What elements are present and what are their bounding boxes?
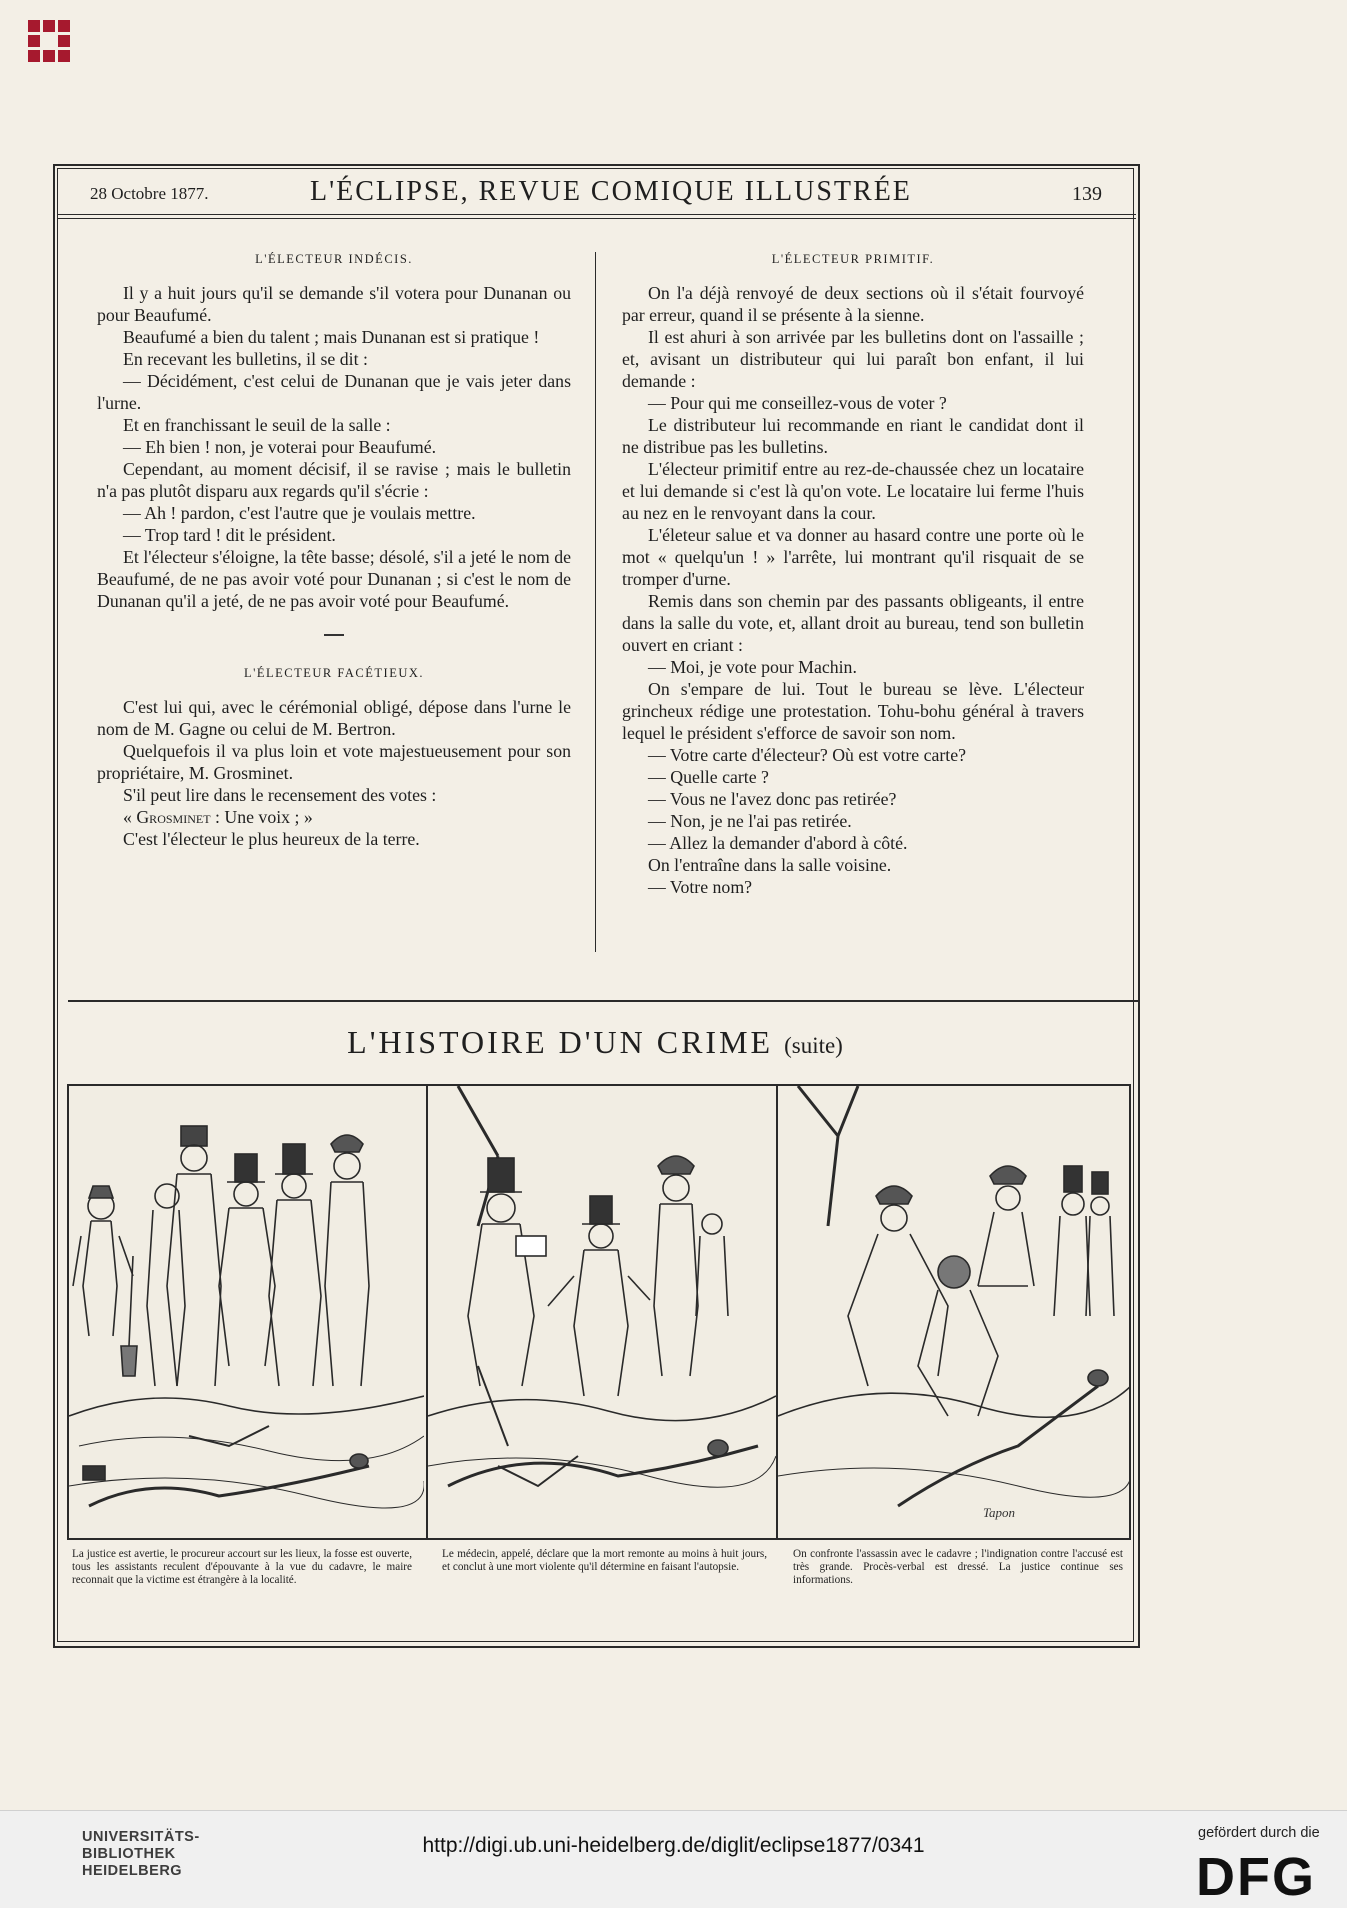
library-name-line1: UNIVERSITÄTS- xyxy=(82,1829,200,1845)
paragraph: — Trop tard ! dit le président. xyxy=(123,525,336,545)
comic-panel-1 xyxy=(69,1086,424,1538)
paragraph: — Vous ne l'avez donc pas retirée? xyxy=(648,789,897,809)
library-name-line2: BIBLIOTHEK xyxy=(82,1846,176,1862)
comic-title xyxy=(0,1024,1190,1061)
column-divider xyxy=(595,252,596,952)
dfg-logo: DFG xyxy=(1196,1847,1316,1907)
university-library-logo-icon xyxy=(28,20,70,72)
panel-caption-2: Le médecin, appelé, déclare que la mort remonte au moins à huit jours, et conclut à une mort violente qu'il détermine en faisant l'autopsie. xyxy=(442,1548,767,1573)
paragraph: — Pour qui me conseillez-vous de voter ? xyxy=(648,393,947,413)
paragraph: L'életeur salue et va donner au hasard contre une porte où le mot « quelqu'un ! » l'arrête, lui montrant qu'il risquait de se tromper d'urne. xyxy=(622,525,1084,589)
paragraph: On l'entraîne dans la salle voisine. xyxy=(648,855,892,875)
paragraph: — Eh bien ! non, je voterai pour Beaufumé. xyxy=(123,437,437,457)
paragraph: — Non, je ne l'ai pas retirée. xyxy=(648,811,852,831)
panel-caption-3: On confronte l'assassin avec le cadavre ; l'indignation contre l'accusé est très grande. Procès-verbal est dressé. La justice continue ses informations. xyxy=(793,1548,1123,1586)
page-number: 139 xyxy=(1072,183,1102,205)
section-rule xyxy=(68,1000,1138,1002)
quote-name: Grosminet xyxy=(136,807,211,827)
paragraph: Il est ahuri à son arrivée par les bulletins dont on l'assaille ; et, avisant un distributeur qui lui paraît bon enfant, il lui demande : xyxy=(622,327,1084,391)
right-column xyxy=(622,248,1084,898)
header-rule xyxy=(57,214,1136,215)
vote-quote: « Grosminet : Une voix ; » xyxy=(123,807,313,827)
paragraph: Il y a huit jours qu'il se demande s'il votera pour Dunanan ou pour Beaufumé. xyxy=(97,283,571,325)
section-title-indecis: L'ÉLECTEUR INDÉCIS. xyxy=(255,252,413,266)
comic-strip xyxy=(67,1084,1131,1540)
paragraph: L'électeur primitif entre au rez-de-chaussée chez un locataire et lui demande si c'est là qu'on vote. Le locataire lui ferme l'huis au nez en le renvoyant dans la cour. xyxy=(622,459,1084,523)
left-column xyxy=(97,248,571,850)
publication-title: L'ÉCLIPSE, REVUE COMIQUE ILLUSTRÉE xyxy=(310,176,912,207)
section-title-primitif: L'ÉLECTEUR PRIMITIF. xyxy=(771,252,935,266)
comic-panel-2 xyxy=(426,1086,776,1538)
panel-caption-1: La justice est avertie, le procureur accourt sur les lieux, la fosse est ouverte, tous les assistants reculent d'épouvante à la vue du cadavre, le maire reconnait que la victime est étrangère à la localité. xyxy=(72,1548,412,1586)
paragraph: C'est l'électeur le plus heureux de la terre. xyxy=(123,829,420,849)
comic-panel-3 xyxy=(776,1086,1131,1538)
paragraph: — Ah ! pardon, c'est l'autre que je voulais mettre. xyxy=(123,503,476,523)
paragraph: On l'a déjà renvoyé de deux sections où il s'était fourvoyé par erreur, quand il se présente à la sienne. xyxy=(622,283,1084,325)
paragraph: Cependant, au moment décisif, il se ravise ; mais le bulletin n'a pas plutôt disparu aux regards qu'il s'écrie : xyxy=(97,459,571,501)
footer-bar xyxy=(0,1810,1347,1908)
paragraph: C'est lui qui, avec le cérémonial obligé, dépose dans l'urne le nom de M. Gagne ou celui de M. Bertron. xyxy=(97,697,571,739)
paragraph: S'il peut lire dans le recensement des votes : xyxy=(123,785,437,805)
paragraph: On s'empare de lui. Tout le bureau se lève. L'électeur grincheux rédige une protestation. Tohu-bohu général à travers lequel le président s'efforce de savoir son nom. xyxy=(622,679,1084,743)
comic-subtitle: (suite) xyxy=(784,1033,843,1058)
paragraph: Et l'électeur s'éloigne, la tête basse; désolé, s'il a jeté le nom de Beaufumé, de ne pas avoir voté pour Dunanan ; si c'est le nom de Dunanan qu'il a jeté, de ne pas avoir voté pour Beaufumé. xyxy=(97,547,571,611)
paragraph: — Décidément, c'est celui de Dunanan que je vais jeter dans l'urne. xyxy=(97,371,571,413)
artist-signature: Tapon xyxy=(983,1505,1016,1520)
paragraph: Remis dans son chemin par des passants obligeants, il entre dans la salle du vote, et, allant droit au bureau, tend son bulletin ouvert en criant : xyxy=(622,591,1084,655)
illustration-autopsy xyxy=(428,1086,776,1538)
paragraph: Le distributeur lui recommande en riant le candidat dont il ne distribue pas les bulletins. xyxy=(622,415,1084,457)
illustration-exhumation xyxy=(69,1086,424,1538)
source-url-link[interactable]: http://digi.ub.uni-heidelberg.de/diglit/eclipse1877/0341 xyxy=(422,1834,925,1857)
section-title-facetieux: L'ÉLECTEUR FACÉTIEUX. xyxy=(243,666,425,680)
paragraph: — Moi, je vote pour Machin. xyxy=(648,657,857,677)
paragraph: — Votre carte d'électeur? Où est votre carte? xyxy=(648,745,967,765)
funding-caption: gefördert durch die xyxy=(1198,1825,1320,1841)
paragraph: Beaufumé a bien du talent ; mais Dunanan est si pratique ! xyxy=(123,327,540,347)
paragraph: Quelquefois il va plus loin et vote majestueusement pour son propriétaire, M. Grosminet. xyxy=(97,741,571,783)
paragraph: En recevant les bulletins, il se dit : xyxy=(123,349,368,369)
paragraph: — Votre nom? xyxy=(648,877,753,897)
paragraph: — Quelle carte ? xyxy=(648,767,769,787)
paragraph: Et en franchissant le seuil de la salle : xyxy=(123,415,391,435)
library-name-line3: HEIDELBERG xyxy=(82,1863,183,1879)
header-rule-double xyxy=(57,218,1136,219)
comic-title-text: L'HISTOIRE D'UN CRIME xyxy=(347,1024,774,1060)
section-separator xyxy=(324,634,344,636)
paragraph: — Allez la demander d'abord à côté. xyxy=(648,833,908,853)
issue-date: 28 Octobre 1877. xyxy=(90,184,209,203)
illustration-confrontation xyxy=(778,1086,1131,1538)
